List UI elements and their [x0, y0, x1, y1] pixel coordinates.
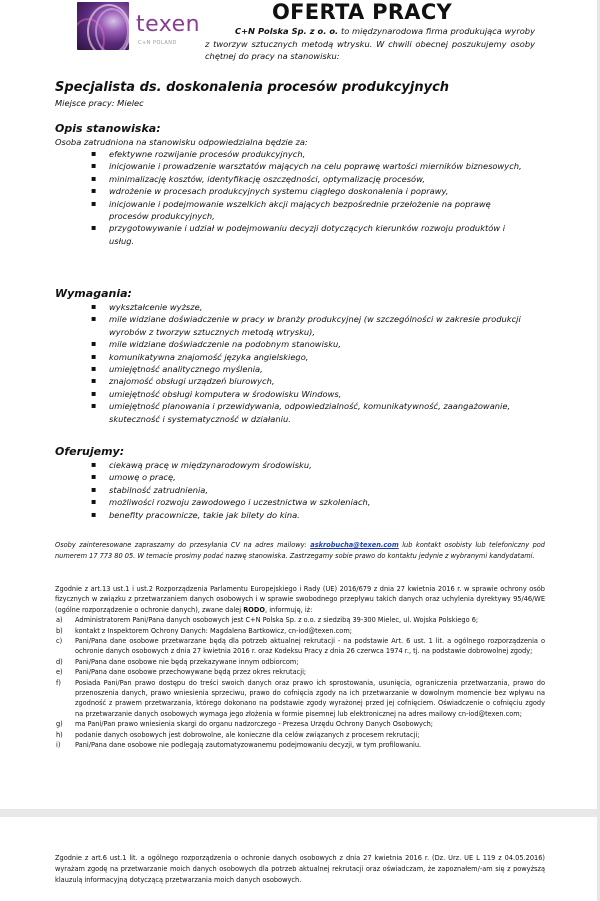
rodo-item — [55, 626, 545, 636]
list-item: ▪ benefity pracownicze, takie jak bilety do kina. — [55, 509, 525, 521]
rodo-intro-end: , informuję, iż: — [265, 605, 313, 614]
list-item: ▪ umowę o pracę, — [55, 471, 525, 483]
requirements-list — [55, 301, 525, 425]
description-list — [55, 148, 525, 247]
rodo-item — [55, 667, 545, 677]
rodo-item-text: Pani/Pana dane osobowe przetwarzane będą dla potrzeb aktualnej rekrutacji - na podstawie Art. 6 ust. 1 lit. a ogólnego rozporządzenia o ochronie danych osobowych z dnia 27 kwietnia 2016 r. oraz Kodeksu Pracy z dnia 26 czerwca 1974 r., tj. na podstawie dobrowolnej zgody; — [75, 637, 545, 656]
consent-paragraph: Zgodnie z art.6 ust.1 lit. a ogólnego rozporządzenia o ochronie danych osobowych z dnia 27 kwietnia 2016 r. (Dz. Urz. UE L 119 z 04.05.2016) wyrażam zgodę na przetwarzanie moich danych osobowych dla potrzeb aktualnej rekrutacji oraz oświadczam, że zapoznałem/-am się z powyższą klauzulą informacyjną dotyczącą przetwarzania moich danych osobowych. — [55, 854, 545, 884]
rodo-item-label: i) — [56, 741, 61, 750]
list-item: ▪ inicjowanie i prowadzenie warsztatów mających na celu poprawę wartości mierników biznesowych, — [55, 160, 525, 172]
rodo-intro-text: Zgodnie z art.13 ust.1 i ust.2 Rozporządzenia Parlamentu Europejskiego i Rady (UE) 2016/679 z dnia 27 kwietnia 2016 r. w sprawie ochrony osób fizycznych w związku z przetwarzaniem danych osobowych i w sprawie swobodnego przepływu takich danych oraz uchylenia dyrektywy 95/46/WE (ogólne rozporządzenie o ochronie danych), zwane dalej — [55, 585, 545, 614]
requirements-heading: Wymagania: — [55, 287, 132, 300]
rodo-item-text: Pani/Pana dane osobowe nie podlegają zautomatyzowanemu podejmowaniu decyzji, w tym profilowaniu. — [75, 741, 422, 750]
list-item: ▪ inicjowanie i podejmowanie wszelkich akcji mających bezpośrednie przełożenie na poprawę procesów produkcyjnych, — [55, 198, 525, 223]
list-item: ▪ wykształcenie wyższe, — [55, 301, 525, 313]
rodo-item — [55, 636, 545, 657]
offer-list — [55, 459, 525, 521]
list-item: ▪ umiejętność analitycznego myślenia, — [55, 363, 525, 375]
description-heading: Opis stanowiska: — [55, 122, 161, 135]
list-item: ▪ umiejętność planowania i przewidywania, odpowiedzialność, komunikatywność, zaangażowanie, skuteczność i systematyczność w działaniu. — [55, 400, 525, 425]
contact-email-link[interactable]: askrobucha@texen.com — [310, 541, 399, 549]
rodo-item-label: c) — [56, 637, 63, 646]
rodo-intro — [55, 584, 545, 615]
rodo-item-label: g) — [56, 720, 63, 729]
rodo-item-label: a) — [56, 616, 63, 625]
description-lead: Osoba zatrudniona na stanowisku odpowiedzialna będzie za: — [55, 137, 308, 147]
rodo-list — [55, 615, 545, 750]
rodo-item-label: d) — [56, 657, 63, 666]
job-location: Miejsce pracy: Mielec — [55, 98, 144, 108]
list-item: ▪ komunikatywna znajomość języka angielskiego, — [55, 351, 525, 363]
list-item: ▪ mile widziane doświadczenie na podobnym stanowisku, — [55, 338, 525, 350]
rodo-item-text: podanie danych osobowych jest dobrowolne, ale konieczne dla celów związanych z procesem rekrutacji; — [75, 730, 420, 739]
contact-paragraph — [55, 540, 545, 562]
description-section — [55, 122, 525, 247]
rodo-item — [55, 719, 545, 729]
offer-heading: Oferujemy: — [55, 445, 125, 458]
list-item: ▪ minimalizację kosztów, identyfikację oszczędności, optymalizację procesów, — [55, 173, 525, 185]
rodo-abbrev: RODO — [243, 605, 265, 614]
contact-text-after: lub kontakt osobisty lub telefoniczny pod numerem 17 773 80 05. W temacie prosimy podać nazwę stanowiska. Zastrzegamy sobie prawo do kontaktu jedynie z wybranymi kandydatami. — [55, 541, 545, 560]
rodo-item-label: h) — [56, 730, 63, 739]
rodo-item-text: Administratorem Pani/Pana danych osobowych jest C+N Polska Sp. z o.o. z siedzibą 39-300 Mielec, ul. Wojska Polskiego 6; — [75, 616, 479, 625]
list-item: ▪ znajomość obsługi urządzeń biurowych, — [55, 375, 525, 387]
rodo-item — [55, 678, 545, 720]
list-item: ▪ efektywne rozwijanie procesów produkcyjnych, — [55, 148, 525, 160]
rodo-item-text: ma Pani/Pan prawo wniesienia skargi do organu nadzorczego - Prezesa Urzędu Ochrony Danych Osobowych; — [75, 720, 433, 729]
list-item: ▪ umiejętność obsługi komputera w środowisku Windows, — [55, 388, 525, 400]
contact-text-before: Osoby zainteresowane zapraszamy do przesyłania CV na adres mailowy: — [55, 541, 311, 549]
list-item: ▪ mile widziane doświadczenie w pracy w branży produkcyjnej (w szczególności w zakresie produkcji wyrobów z tworzyw sztucznych metodą wtrysku), — [55, 313, 525, 338]
rodo-item — [55, 657, 545, 667]
rodo-item-text: Pani/Pana dane osobowe przechowywane będą przez okres rekrutacji; — [75, 668, 307, 677]
company-intro — [205, 25, 535, 63]
brand-name: texen — [136, 12, 201, 37]
list-item: ▪ przygotowywanie i udział w podejmowaniu decyzji dotyczących kierunków rozwoju produktów i usług. — [55, 222, 525, 247]
company-logo-image — [77, 2, 129, 50]
rodo-item — [55, 615, 545, 625]
list-item: ▪ możliwości rozwoju zawodowego i uczestnictwa w szkoleniach, — [55, 496, 525, 508]
company-name: C+N Polska Sp. z o. o. — [235, 26, 339, 36]
document-title: OFERTA PRACY — [272, 0, 453, 24]
page-break — [0, 809, 600, 817]
offer-section — [55, 445, 525, 521]
rodo-clause — [55, 584, 545, 751]
brand-subtitle: C+N POLAND — [138, 40, 177, 46]
list-item: ▪ ciekawą pracę w międzynarodowym środowisku, — [55, 459, 525, 471]
rodo-item-text: Pani/Pana dane osobowe nie będą przekazywane innym odbiorcom; — [75, 657, 299, 666]
rodo-item-label: b) — [56, 626, 63, 635]
rodo-item-label: e) — [56, 668, 63, 677]
rodo-item-text: kontakt z Inspektorem Ochrony Danych: Magdalena Bartkowicz, cn-iod@texen.com; — [75, 626, 352, 635]
rodo-item — [55, 730, 545, 740]
list-item: ▪ wdrożenie w procesach produkcyjnych systemu ciągłego doskonalenia i poprawy, — [55, 185, 525, 197]
list-item: ▪ stabilność zatrudnienia, — [55, 484, 525, 496]
job-title: Specjalista ds. doskonalenia procesów produkcyjnych — [55, 80, 450, 95]
intro-text: to międzynarodowa firma produkująca wyroby z tworzyw sztucznych metodą wtrysku. W chwili obecnej poszukujemy osoby chętnej do pracy na stanowisku: — [205, 26, 535, 61]
rodo-item — [55, 740, 545, 750]
requirements-section — [55, 287, 525, 425]
rodo-item-text: Posiada Pani/Pan prawo dostępu do treści swoich danych oraz prawo ich sprostowania, usunięcia, ograniczenia przetwarzania, prawo do przenoszenia danych, prawo wniesienia sprzeciwu, prawo do cofnięcia zgody na ich przetwarzanie w dowolnym momencie bez wpływu na zgodność z prawem przetwarzania, którego dokonano na podstawie zgody wyrażonej przed jej cofnięciem. Oświadczenie o cofnięciu zgody na przetwarzanie danych osobowych wymaga jego złożenia w formie pisemnej lub elektronicznej na adres mailowy cn-iod@texen.com; — [75, 678, 545, 718]
rodo-item-label: f) — [56, 678, 61, 687]
